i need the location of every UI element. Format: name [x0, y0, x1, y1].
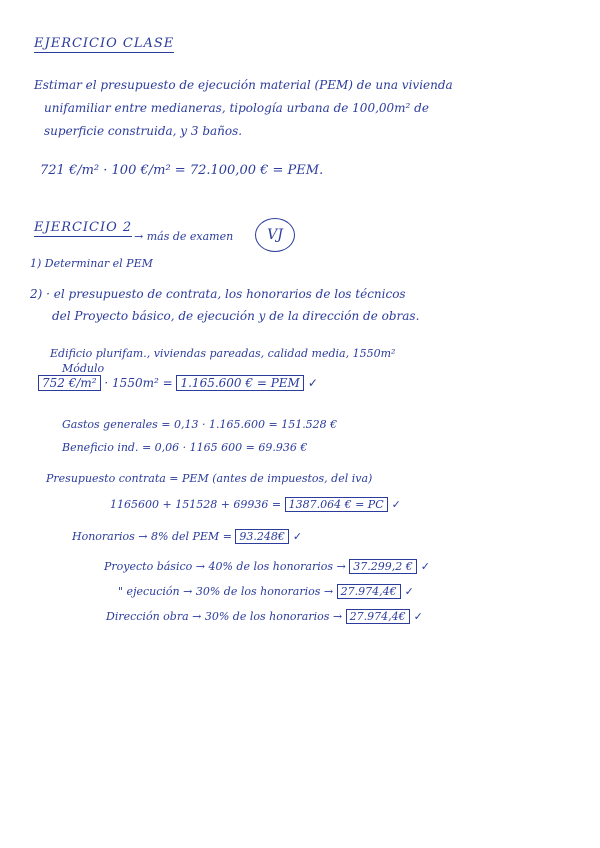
pem-price-box: 752 €/m²	[38, 375, 101, 391]
honorarios-label: Honorarios → 8% del PEM =	[72, 530, 232, 543]
item-2-line-1: 2) · el presupuesto de contrata, los honorarios de los técnicos	[30, 287, 406, 301]
check-icon: ✓	[307, 376, 318, 390]
exercise-1-text-line-1: Estimar el presupuesto de ejecución material (PEM) de una vivienda	[34, 78, 453, 92]
gastos-generales: Gastos generales = 0,13 · 1.165.600 = 151.528 €	[62, 418, 338, 431]
ejecucion-line	[118, 585, 414, 598]
exercise-1-calculation: 721 €/m² · 100 €/m² = 72.100,00 € = PEM.	[40, 163, 324, 178]
check-icon: ✓	[404, 585, 414, 598]
item-2-line-2: del Proyecto básico, de ejecución y de la dirección de obras.	[52, 309, 420, 323]
contrata-result-box: 1387.064 € = PC	[285, 497, 388, 512]
exam-note: → más de examen	[134, 230, 234, 243]
direccion-obra-label: Dirección obra → 30% de los honorarios →	[106, 610, 343, 623]
building-description: Edificio plurifam., viviendas pareadas, calidad media, 1550m²	[50, 347, 396, 360]
exam-badge: VJ	[255, 218, 295, 252]
proyecto-basico-line	[104, 560, 430, 573]
honorarios-result-box: 93.248€	[235, 529, 289, 544]
exercise-1-title: EJERCICIO CLASE	[34, 36, 175, 51]
modulo-label: Módulo	[62, 362, 105, 375]
pem-calculation	[38, 376, 318, 390]
contrata-calc-text: 1165600 + 151528 + 69936 =	[110, 498, 282, 511]
exercise-2-title: EJERCICIO 2	[34, 220, 133, 235]
ejecucion-value-box: 27.974,4€	[337, 584, 401, 599]
proyecto-basico-label: Proyecto básico → 40% de los honorarios →	[104, 560, 346, 573]
exercise-1-text-line-3: superficie construida, y 3 baños.	[44, 124, 243, 138]
contrata-calculation	[110, 498, 401, 511]
beneficio-industrial: Beneficio ind. = 0,06 · 1165 600 = 69.936 €	[62, 441, 308, 454]
exercise-1-text-line-2: unifamiliar entre medianeras, tipología urbana de 100,00m² de	[44, 101, 429, 115]
honorarios-line	[72, 530, 302, 543]
check-icon: ✓	[391, 498, 401, 511]
item-1-text: 1) Determinar el PEM	[30, 257, 153, 270]
pem-mid-text: · 1550m² =	[104, 376, 173, 390]
check-icon: ✓	[420, 560, 430, 573]
proyecto-basico-value-box: 37.299,2 €	[349, 559, 416, 574]
contrata-definition: Presupuesto contrata = PEM (antes de impuestos, del iva)	[46, 472, 373, 485]
direccion-obra-value-box: 27.974,4€	[346, 609, 410, 624]
check-icon: ✓	[292, 530, 303, 543]
ejecucion-label: " ejecución → 30% de los honorarios →	[118, 585, 334, 598]
direccion-obra-line	[106, 610, 423, 623]
check-icon: ✓	[413, 610, 423, 623]
pem-result-box: 1.165.600 € = PEM	[176, 375, 303, 391]
